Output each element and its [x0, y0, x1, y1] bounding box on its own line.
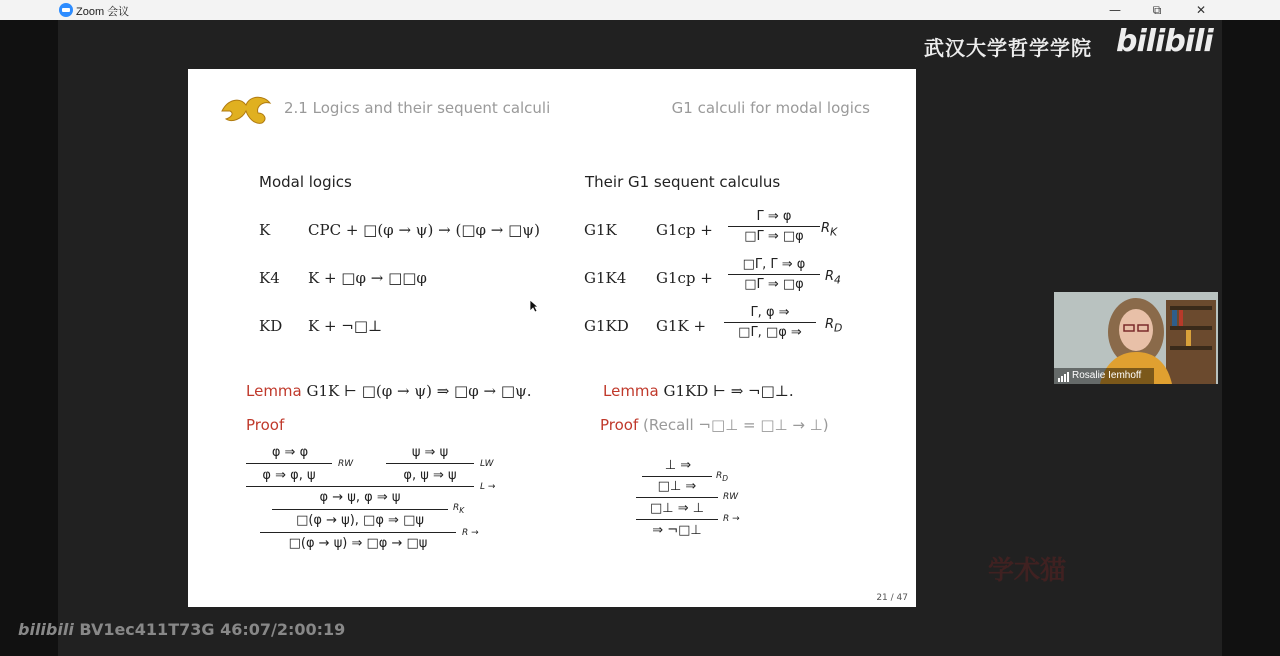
right-letterbox — [1222, 20, 1280, 656]
tree2-label-r: R → — [723, 514, 740, 524]
calculus-name: G1K — [584, 221, 617, 239]
proof-2: Proof (Recall ¬□⊥ = □⊥ → ⊥) — [600, 416, 829, 434]
ornament-logo-icon — [218, 91, 274, 127]
rule-r4: □Γ, Γ ⇒ φ □Γ ⇒ □φ — [728, 257, 820, 292]
tree1-bar — [272, 509, 448, 510]
tree1-bar — [246, 486, 474, 487]
right-heading: Their G1 sequent calculus — [585, 173, 781, 191]
left-heading: Modal logics — [259, 173, 352, 191]
calculus-name: G1K4 — [584, 269, 627, 287]
tree1-conclusion: □(φ → ψ) ⇒ □φ → □ψ — [288, 536, 428, 551]
tree2-bar — [636, 497, 718, 498]
tree1-label-l: L → — [480, 482, 496, 492]
rule-label: $R_D$ — [825, 317, 843, 335]
tree1-rw: φ ⇒ φ, ψ — [262, 468, 316, 483]
left-letterbox — [0, 20, 58, 656]
signal-icon — [1058, 372, 1070, 382]
lemma-2: Lemma G1KD ⊢ ⇒ ¬□⊥. — [603, 382, 794, 400]
tree2-conclusion: ⇒ ¬□⊥ — [652, 523, 702, 538]
channel-name: 武汉大学哲学学院 — [924, 36, 1092, 60]
logic-name: K4 — [259, 269, 280, 287]
tree2-label-rw: RW — [723, 492, 739, 502]
tree2-line3: □⊥ ⇒ ⊥ — [649, 501, 705, 516]
window-titlebar — [0, 0, 1280, 20]
tree2-label-rd: $R_D$ — [716, 471, 729, 483]
calculus-base: G1cp + — [656, 221, 713, 239]
tree2-bar — [636, 519, 718, 520]
video-info: bilibili BV1ec411T73G 46:07/2:00:19 — [18, 620, 346, 639]
calculus-name: G1KD — [584, 317, 629, 335]
tree1-label-lw: LW — [480, 459, 494, 469]
rule-rk: Γ ⇒ φ □Γ ⇒ □φ — [728, 209, 820, 244]
rule-label: $R_4$ — [825, 269, 841, 287]
participant-video[interactable] — [1054, 292, 1218, 384]
participant-name: Rosalie Iemhoff — [1072, 370, 1142, 381]
tree2-line2: □⊥ ⇒ — [657, 479, 697, 494]
logic-name: KD — [259, 317, 283, 335]
tree1-lw: φ, ψ ⇒ ψ — [403, 468, 457, 483]
section-title: 2.1 Logics and their sequent calculi — [284, 99, 551, 117]
lemma-1: Lemma G1K ⊢ □(φ → ψ) ⇒ □φ → □ψ. — [246, 382, 532, 400]
watermark: 学术猫 — [988, 556, 1067, 586]
minimize-button[interactable]: — — [1109, 3, 1121, 17]
close-button[interactable]: ✕ — [1195, 3, 1207, 17]
bilibili-logo-icon: bilibili — [1116, 24, 1213, 59]
calculus-base: G1K + — [656, 317, 707, 335]
tree1-l-arrow: φ → ψ, φ ⇒ ψ — [319, 490, 401, 505]
page-number: 21 / 47 — [876, 593, 908, 603]
tree1-bar — [260, 532, 456, 533]
rule-rd: Γ, φ ⇒ □Γ, □φ ⇒ — [724, 305, 816, 340]
logic-def: CPC + □(φ → ψ) → (□φ → □ψ) — [308, 221, 540, 239]
rule-label: $R_K$ — [821, 221, 838, 239]
tree2-bar — [642, 476, 712, 477]
tree1-label-rk: $R_K$ — [453, 503, 465, 515]
shared-slide — [188, 69, 916, 607]
window-title: Zoom 会议 — [76, 6, 130, 18]
tree1-label-r: R → — [462, 528, 479, 538]
tree2-line1: ⊥ ⇒ — [664, 458, 692, 473]
tree1-label-rw: RW — [338, 459, 354, 469]
tree1-rk: □(φ → ψ), □φ ⇒ □ψ — [296, 513, 424, 528]
zoom-logo-icon — [59, 3, 73, 17]
mouse-cursor-icon — [529, 299, 539, 313]
tree1-axiom-a: φ ⇒ φ — [271, 445, 309, 460]
logic-name: K — [259, 221, 271, 239]
tree1-bar — [386, 463, 474, 464]
bilibili-logo-icon: bilibili — [18, 620, 74, 639]
proof-1-label: Proof — [246, 416, 285, 434]
tree1-bar — [246, 463, 332, 464]
tree1-axiom-b: ψ ⇒ ψ — [411, 445, 449, 460]
logic-def: K + □φ → □□φ — [308, 269, 427, 287]
calculus-base: G1cp + — [656, 269, 713, 287]
logic-def: K + ¬□⊥ — [308, 317, 383, 335]
subsection-title: G1 calculi for modal logics — [671, 99, 870, 117]
restore-button[interactable]: ⧉ — [1152, 3, 1162, 17]
